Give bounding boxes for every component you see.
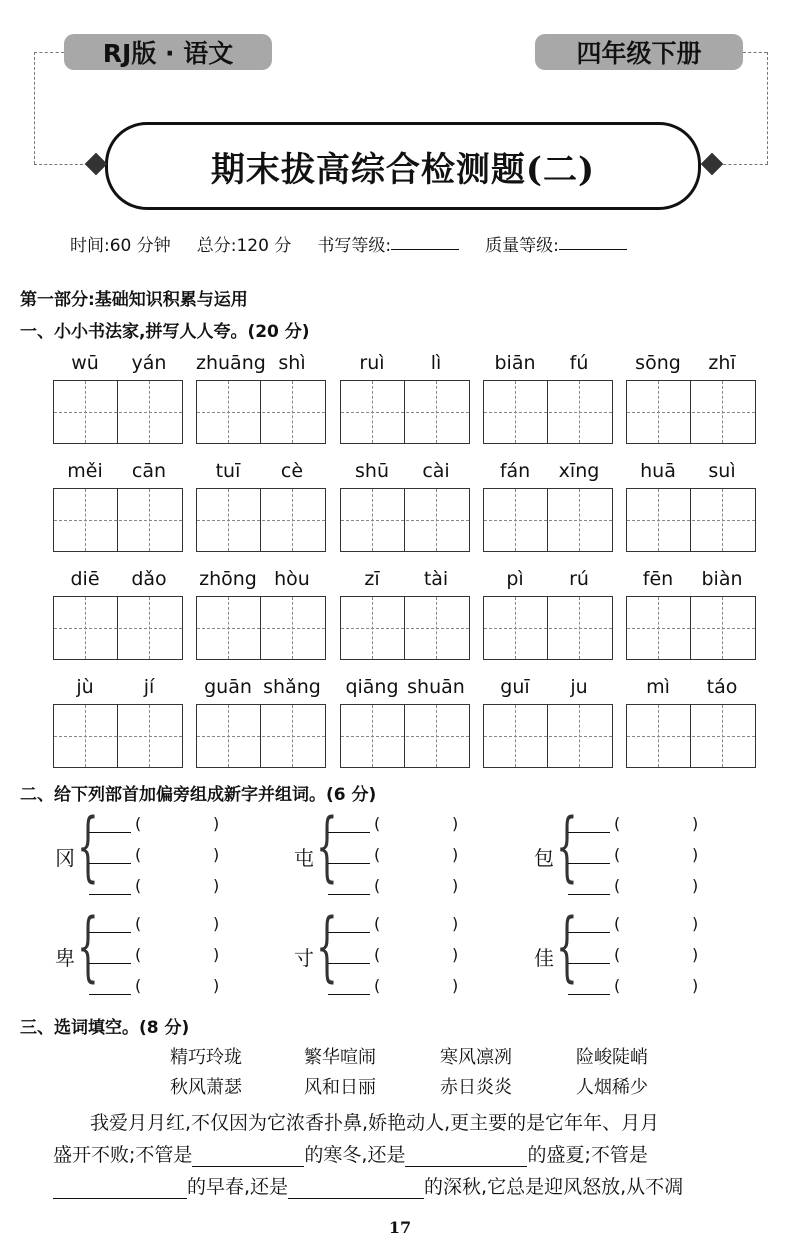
total-score: 总分:120 分 xyxy=(196,236,292,256)
new-character-blank[interactable] xyxy=(89,818,131,833)
word-answer-space[interactable] xyxy=(145,945,211,965)
grid-guide-line xyxy=(197,520,325,521)
close-paren: ) xyxy=(213,876,220,895)
line3-part-b: 的深秋,它总是迎风怒放,从不凋 xyxy=(424,1176,684,1198)
character-writing-box[interactable] xyxy=(196,596,326,660)
new-character-blank[interactable] xyxy=(89,949,131,964)
new-character-blank[interactable] xyxy=(568,980,610,995)
grid-guide-line xyxy=(54,412,182,413)
close-paren: ) xyxy=(692,876,699,895)
character-writing-box[interactable] xyxy=(626,704,756,768)
pinyin-syllable: fán xyxy=(499,460,531,482)
new-character-blank[interactable] xyxy=(328,918,370,933)
close-paren: ) xyxy=(213,845,220,864)
pinyin-syllable: mì xyxy=(646,676,670,698)
pinyin-syllable: wū xyxy=(71,352,99,374)
pinyin-syllable: diē xyxy=(70,568,100,590)
word-choice: 寒风凛冽 xyxy=(440,1047,512,1068)
writing-grid-row xyxy=(53,596,783,660)
left-diamond-icon xyxy=(85,153,108,176)
pinyin-row xyxy=(53,352,783,378)
pinyin-syllable: sōng xyxy=(635,352,681,374)
close-paren: ) xyxy=(692,814,699,833)
close-paren: ) xyxy=(692,945,699,964)
grid-guide-line xyxy=(54,736,182,737)
pinyin-syllable: cān xyxy=(131,460,167,482)
new-character-blank[interactable] xyxy=(568,849,610,864)
character-writing-box[interactable] xyxy=(340,704,470,768)
open-paren: ( xyxy=(614,845,621,864)
character-writing-box[interactable] xyxy=(340,380,470,444)
new-character-blank[interactable] xyxy=(328,849,370,864)
brace-icon: { xyxy=(77,901,99,990)
exam-meta xyxy=(70,231,627,256)
word-answer-space[interactable] xyxy=(624,945,690,965)
pinyin-syllable: shuān xyxy=(407,676,465,698)
new-character-blank[interactable] xyxy=(568,949,610,964)
new-character-blank[interactable] xyxy=(568,818,610,833)
word-answer-space[interactable] xyxy=(384,876,450,896)
pinyin-syllable: cè xyxy=(280,460,304,482)
character-writing-box[interactable] xyxy=(196,704,326,768)
open-paren: ( xyxy=(614,976,621,995)
grid-guide-line xyxy=(627,736,755,737)
grid-guide-line xyxy=(627,520,755,521)
pinyin-syllable: tuī xyxy=(215,460,241,482)
pinyin-syllable: fú xyxy=(569,352,589,374)
word-choice: 秋风萧瑟 xyxy=(170,1077,242,1098)
pinyin-syllable: shū xyxy=(355,460,389,482)
q3-heading: 三、选词填空。(8 分) xyxy=(20,1018,190,1038)
open-paren: ( xyxy=(374,945,381,964)
pinyin-syllable: qiāng xyxy=(345,676,399,698)
pinyin-syllable: fēn xyxy=(642,568,674,590)
open-paren: ( xyxy=(374,814,381,833)
character-writing-box[interactable] xyxy=(483,704,613,768)
pinyin-syllable: huā xyxy=(640,460,676,482)
character-writing-box[interactable] xyxy=(196,380,326,444)
new-character-blank[interactable] xyxy=(89,980,131,995)
pinyin-syllable: pì xyxy=(506,568,524,590)
pinyin-syllable: biān xyxy=(494,352,536,374)
blank-2[interactable] xyxy=(405,1148,527,1167)
paragraph-line-1: 我爱月月红,不仅因为它浓香扑鼻,娇艳动人,更主要的是它年年、月月 xyxy=(90,1112,660,1134)
open-paren: ( xyxy=(374,845,381,864)
grid-guide-line xyxy=(341,520,469,521)
left-dashed-connector xyxy=(34,52,64,53)
brace-icon: { xyxy=(556,901,578,990)
pinyin-syllable: lì xyxy=(430,352,442,374)
character-writing-box[interactable] xyxy=(626,596,756,660)
open-paren: ( xyxy=(135,976,142,995)
open-paren: ( xyxy=(135,814,142,833)
q1-heading: 一、小小书法家,拼写人人夸。(20 分) xyxy=(20,322,310,342)
writing-grid-row xyxy=(53,704,783,768)
character-writing-box[interactable] xyxy=(483,488,613,552)
grid-guide-line xyxy=(197,736,325,737)
radical-character: 佳 xyxy=(534,946,554,970)
page-title: 期末拔高综合检测题(二) xyxy=(105,122,701,210)
close-paren: ) xyxy=(452,876,459,895)
writing-grade-label: 书写等级: xyxy=(317,236,392,256)
open-paren: ( xyxy=(135,945,142,964)
pinyin-syllable: zī xyxy=(364,568,380,590)
word-answer-space[interactable] xyxy=(384,914,450,934)
brace-icon: { xyxy=(316,801,338,890)
character-writing-box[interactable] xyxy=(53,380,183,444)
pinyin-syllable: shì xyxy=(278,352,306,374)
radical-character: 卑 xyxy=(55,946,75,970)
pinyin-row xyxy=(53,460,783,486)
pinyin-syllable: suì xyxy=(708,460,736,482)
paragraph-line-3 xyxy=(53,1172,683,1199)
pinyin-syllable: tài xyxy=(423,568,449,590)
word-answer-space[interactable] xyxy=(624,814,690,834)
close-paren: ) xyxy=(213,976,220,995)
grid-guide-line xyxy=(197,412,325,413)
pinyin-syllable: hòu xyxy=(274,568,310,590)
word-answer-space[interactable] xyxy=(145,976,211,996)
close-paren: ) xyxy=(213,814,220,833)
pinyin-syllable: zhī xyxy=(708,352,736,374)
radical-character: 寸 xyxy=(294,946,314,970)
character-writing-box[interactable] xyxy=(626,488,756,552)
new-character-blank[interactable] xyxy=(328,980,370,995)
word-answer-space[interactable] xyxy=(145,914,211,934)
right-dashed-connector xyxy=(743,52,767,53)
radical-character: 屯 xyxy=(294,846,314,870)
word-choice: 精巧玲珑 xyxy=(170,1047,242,1068)
grid-guide-line xyxy=(484,520,612,521)
open-paren: ( xyxy=(614,914,621,933)
open-paren: ( xyxy=(374,914,381,933)
subject-tag: RJ版 · 语文 xyxy=(64,34,272,70)
character-writing-box[interactable] xyxy=(53,596,183,660)
grid-guide-line xyxy=(341,412,469,413)
word-answer-space[interactable] xyxy=(384,976,450,996)
close-paren: ) xyxy=(452,845,459,864)
line2-part-c: 的盛夏;不管是 xyxy=(527,1144,648,1166)
pinyin-syllable: cài xyxy=(422,460,450,482)
grid-guide-line xyxy=(627,628,755,629)
right-diamond-icon xyxy=(701,153,724,176)
word-answer-space[interactable] xyxy=(384,945,450,965)
right-dashed-connector-vertical xyxy=(767,52,768,164)
word-answer-space[interactable] xyxy=(384,845,450,865)
brace-icon: { xyxy=(77,801,99,890)
line2-part-b: 的寒冬,还是 xyxy=(304,1144,406,1166)
line2-part-a: 盛开不败;不管是 xyxy=(53,1144,193,1166)
grid-guide-line xyxy=(484,628,612,629)
pinyin-syllable: guān xyxy=(204,676,252,698)
character-writing-box[interactable] xyxy=(340,488,470,552)
grade-tag: 四年级下册 xyxy=(535,34,743,70)
blank-1[interactable] xyxy=(192,1148,304,1167)
word-answer-space[interactable] xyxy=(624,876,690,896)
pinyin-syllable: táo xyxy=(706,676,738,698)
open-paren: ( xyxy=(374,876,381,895)
word-choice: 险峻陡峭 xyxy=(576,1047,648,1068)
character-writing-box[interactable] xyxy=(340,596,470,660)
close-paren: ) xyxy=(452,976,459,995)
character-writing-box[interactable] xyxy=(53,704,183,768)
pinyin-syllable: biàn xyxy=(701,568,743,590)
word-choice: 风和日丽 xyxy=(304,1077,376,1098)
pinyin-syllable: měi xyxy=(67,460,103,482)
word-choice: 繁华喧闹 xyxy=(304,1047,376,1068)
grid-guide-line xyxy=(197,628,325,629)
close-paren: ) xyxy=(692,914,699,933)
grid-guide-line xyxy=(54,628,182,629)
pinyin-syllable: zhōng xyxy=(199,568,257,590)
pinyin-syllable: zhuāng xyxy=(196,352,266,374)
open-paren: ( xyxy=(614,876,621,895)
pinyin-syllable: ruì xyxy=(359,352,385,374)
new-character-blank[interactable] xyxy=(568,880,610,895)
part1-heading: 第一部分:基础知识积累与运用 xyxy=(20,290,248,310)
pinyin-row xyxy=(53,676,783,702)
grid-guide-line xyxy=(484,412,612,413)
writing-grade-blank[interactable] xyxy=(391,231,459,250)
word-answer-space[interactable] xyxy=(624,845,690,865)
new-character-blank[interactable] xyxy=(89,880,131,895)
close-paren: ) xyxy=(213,914,220,933)
new-character-blank[interactable] xyxy=(89,918,131,933)
word-answer-space[interactable] xyxy=(624,914,690,934)
pinyin-syllable: guī xyxy=(500,676,530,698)
blank-4[interactable] xyxy=(288,1180,424,1199)
time-limit: 时间:60 分钟 xyxy=(70,236,171,256)
grid-guide-line xyxy=(341,736,469,737)
new-character-blank[interactable] xyxy=(328,949,370,964)
close-paren: ) xyxy=(692,845,699,864)
character-writing-box[interactable] xyxy=(196,488,326,552)
left-dashed-connector-bottom xyxy=(34,164,88,165)
word-answer-space[interactable] xyxy=(145,845,211,865)
character-writing-box[interactable] xyxy=(483,380,613,444)
page-number: 17 xyxy=(388,1218,412,1237)
word-choice: 赤日炎炎 xyxy=(440,1077,512,1098)
pinyin-syllable: dǎo xyxy=(131,568,167,590)
open-paren: ( xyxy=(135,845,142,864)
brace-icon: { xyxy=(316,901,338,990)
left-dashed-connector-vertical xyxy=(34,52,35,164)
pinyin-syllable: shǎng xyxy=(263,676,321,698)
close-paren: ) xyxy=(452,945,459,964)
character-writing-box[interactable] xyxy=(53,488,183,552)
new-character-blank[interactable] xyxy=(328,880,370,895)
pinyin-syllable: ju xyxy=(570,676,588,698)
pinyin-syllable: rú xyxy=(569,568,589,590)
word-answer-space[interactable] xyxy=(384,814,450,834)
paragraph-line-2 xyxy=(53,1140,648,1167)
new-character-blank[interactable] xyxy=(89,849,131,864)
line3-part-a: 的早春,还是 xyxy=(187,1176,289,1198)
grid-guide-line xyxy=(341,628,469,629)
pinyin-syllable: jí xyxy=(143,676,155,698)
word-answer-space[interactable] xyxy=(145,876,211,896)
close-paren: ) xyxy=(692,976,699,995)
word-answer-space[interactable] xyxy=(624,976,690,996)
open-paren: ( xyxy=(614,945,621,964)
open-paren: ( xyxy=(614,814,621,833)
word-answer-space[interactable] xyxy=(145,814,211,834)
pinyin-syllable: jù xyxy=(76,676,94,698)
blank-3[interactable] xyxy=(53,1180,187,1199)
brace-icon: { xyxy=(556,801,578,890)
radical-character: 包 xyxy=(534,846,554,870)
writing-grid-row xyxy=(53,380,783,444)
new-character-blank[interactable] xyxy=(328,818,370,833)
quality-grade-label: 质量等级: xyxy=(485,236,559,256)
grid-guide-line xyxy=(54,520,182,521)
writing-grid-row xyxy=(53,488,783,552)
q2-heading: 二、给下列部首加偏旁组成新字并组词。(6 分) xyxy=(20,785,377,805)
quality-grade-blank[interactable] xyxy=(559,231,627,250)
open-paren: ( xyxy=(374,976,381,995)
open-paren: ( xyxy=(135,914,142,933)
character-writing-box[interactable] xyxy=(483,596,613,660)
close-paren: ) xyxy=(213,945,220,964)
pinyin-syllable: yán xyxy=(131,352,167,374)
pinyin-row xyxy=(53,568,783,594)
new-character-blank[interactable] xyxy=(568,918,610,933)
character-writing-box[interactable] xyxy=(626,380,756,444)
close-paren: ) xyxy=(452,914,459,933)
close-paren: ) xyxy=(452,814,459,833)
grid-guide-line xyxy=(484,736,612,737)
pinyin-syllable: xīng xyxy=(558,460,600,482)
open-paren: ( xyxy=(135,876,142,895)
grid-guide-line xyxy=(627,412,755,413)
radical-character: 冈 xyxy=(55,846,75,870)
right-dashed-connector-bottom xyxy=(718,164,768,165)
word-choice: 人烟稀少 xyxy=(576,1077,648,1098)
